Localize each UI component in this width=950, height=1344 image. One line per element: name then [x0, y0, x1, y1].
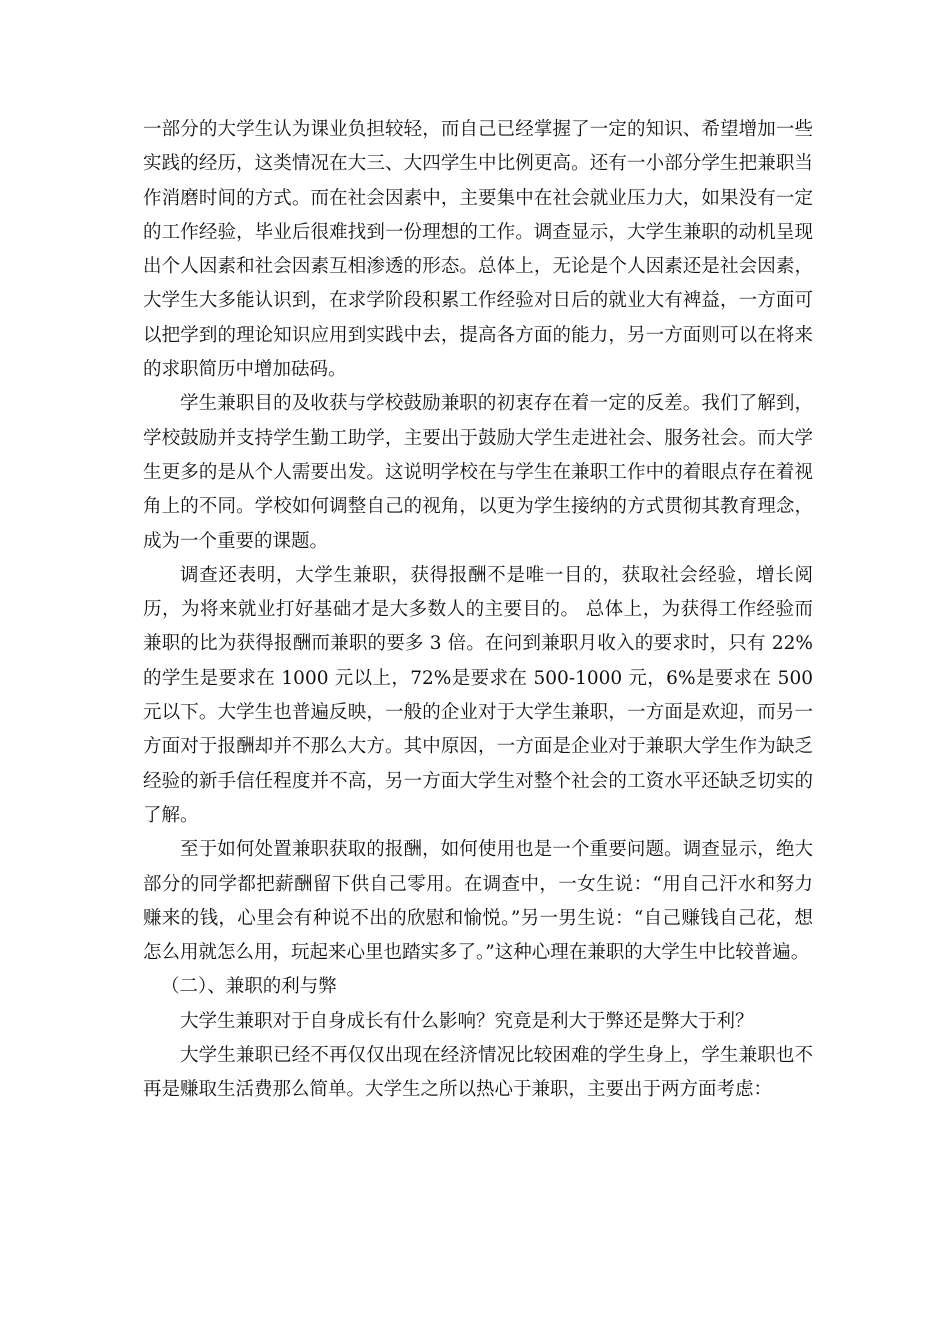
body-paragraph-5: 大学生兼职对于自身成长有什么影响？究竟是利大于弊还是弊大于利？	[180, 1010, 754, 1032]
body-paragraph-3: 调查还表明，大学生兼职，获得报酬不是唯一目的，获取社会经验，增长阅历，为将来就业打好基础才是大多数人的主要目的。 总体上，为获得工作经验而兼职的比为获得报酬而兼职的要多 3 倍。在问到兼职月收入的要求时，只有 22%的学生是要求在 1000 元以上，72%是要求在 500-1000 元，6%是要求在 500 元以下。大学生也普遍反映，一般的企业对于大学生兼职，一方面是欢迎，而另一方面对于报酬却并不那么大方。其中原因，一方面是企业对于兼职大学生作为缺乏经验的新手信任程度并不高，另一方面大学生对整个社会的工资水平还缺乏切实的了解。	[143, 564, 813, 826]
document-body	[143, 113, 813, 1108]
body-paragraph-6: 大学生兼职已经不再仅仅出现在经济情况比较困难的学生身上，学生兼职也不再是赚取生活费那么简单。大学生之所以热心于兼职，主要出于两方面考虑：	[143, 1045, 813, 1101]
body-paragraph-1: 一部分的大学生认为课业负担较轻，而自己已经掌握了一定的知识、希望增加一些实践的经历，这类情况在大三、大四学生中比例更高。还有一小部分学生把兼职当作消磨时间的方式。而在社会因素中，主要集中在社会就业压力大，如果没有一定的工作经验，毕业后很难找到一份理想的工作。调查显示，大学生兼职的动机呈现出个人因素和社会因素互相渗透的形态。总体上，无论是个人因素还是社会因素，大学生大多能认识到，在求学阶段积累工作经验对日后的就业大有裨益，一方面可以把学到的理论知识应用到实践中去，提高各方面的能力，另一方面则可以在将来的求职简历中增加砝码。	[143, 119, 813, 381]
section-heading: （二）、兼职的利与弊	[161, 976, 337, 998]
body-paragraph-4: 至于如何处置兼职获取的报酬，如何使用也是一个重要问题。调查显示，绝大部分的同学都把薪酬留下供自己零用。在调查中，一女生说：“用自己汗水和努力赚来的钱，心里会有种说不出的欣慰和愉悦。”另一男生说：“自己赚钱自己花，想怎么用就怎么用，玩起来心里也踏实多了。”这种心理在兼职的大学生中比较普遍。	[143, 839, 813, 964]
body-paragraph-2: 学生兼职目的及收获与学校鼓励兼职的初衷存在着一定的反差。我们了解到，学校鼓励并支持学生勤工助学，主要出于鼓励大学生走进社会、服务社会。而大学生更多的是从个人需要出发。这说明学校在与学生在兼职工作中的着眼点存在着视角上的不同。学校如何调整自己的视角，以更为学生接纳的方式贯彻其教育理念，成为一个重要的课题。	[143, 393, 813, 552]
